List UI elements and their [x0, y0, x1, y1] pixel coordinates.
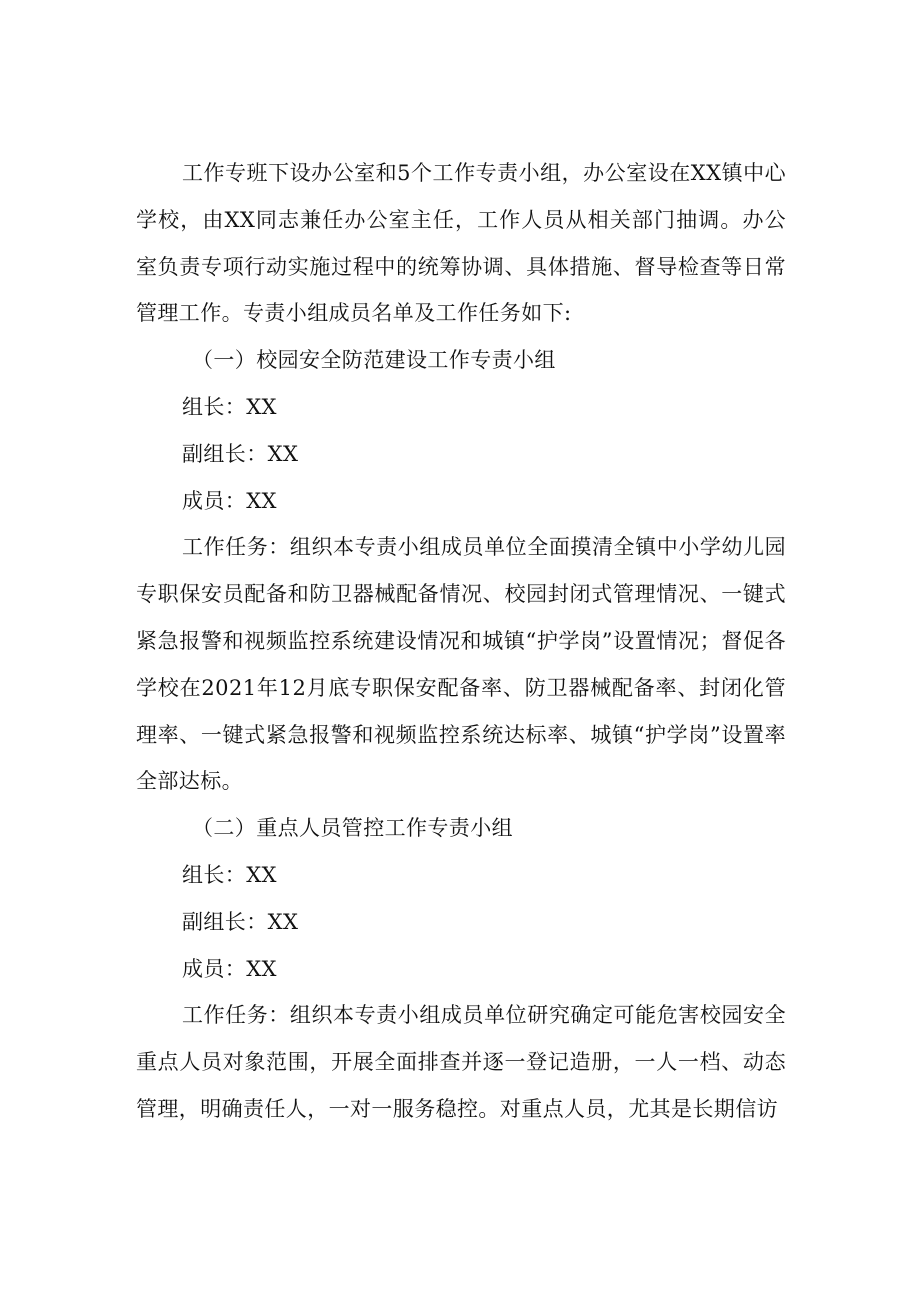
group-1-heading: （一）校园安全防范建设工作专责小组 — [192, 348, 556, 373]
group-2-members: 成员：XX — [182, 956, 277, 981]
intro-paragraph: 工作专班下设办公室和5个工作专责小组，办公室设在XX镇中心学校，由XX同志兼任办公室主任，工作人员从相关部门抽调。办公室负责专项行动实施过程中的统筹协调、具体措施、督导检查等日常管理工作。专责小组成员名单及工作任务如下: — [136, 161, 786, 326]
group-2-heading: （二）重点人员管控工作专责小组 — [192, 816, 513, 841]
group-1-leader: 组长：XX — [182, 394, 277, 419]
group-1-tasks: 工作任务：组织本专责小组成员单位全面摸清全镇中小学幼儿园专职保安员配备和防卫器械配备情况、校园封闭式管理情况、一键式紧急报警和视频监控系统建设情况和城镇“护学岗”设置情况；督促各学校在2021年12月底专职保安配备率、防卫器械配备率、封闭化管理率、一键式紧急报警和视频监控系统达标率、城镇“护学岗”设置率全部达标。 — [136, 535, 786, 794]
group-1-deputy: 副组长：XX — [182, 441, 299, 466]
group-2-tasks: 工作任务：组织本专责小组成员单位研究确定可能危害校园安全重点人员对象范围，开展全面排查并逐一登记造册，一人一档、动态管理，明确责任人，一对一服务稳控。对重点人员，尤其是长期信访 — [136, 1003, 786, 1121]
document-body — [136, 150, 786, 1133]
group-2-deputy: 副组长：XX — [182, 909, 299, 934]
group-1-members: 成员：XX — [182, 488, 277, 513]
group-2-leader: 组长：XX — [182, 862, 277, 887]
